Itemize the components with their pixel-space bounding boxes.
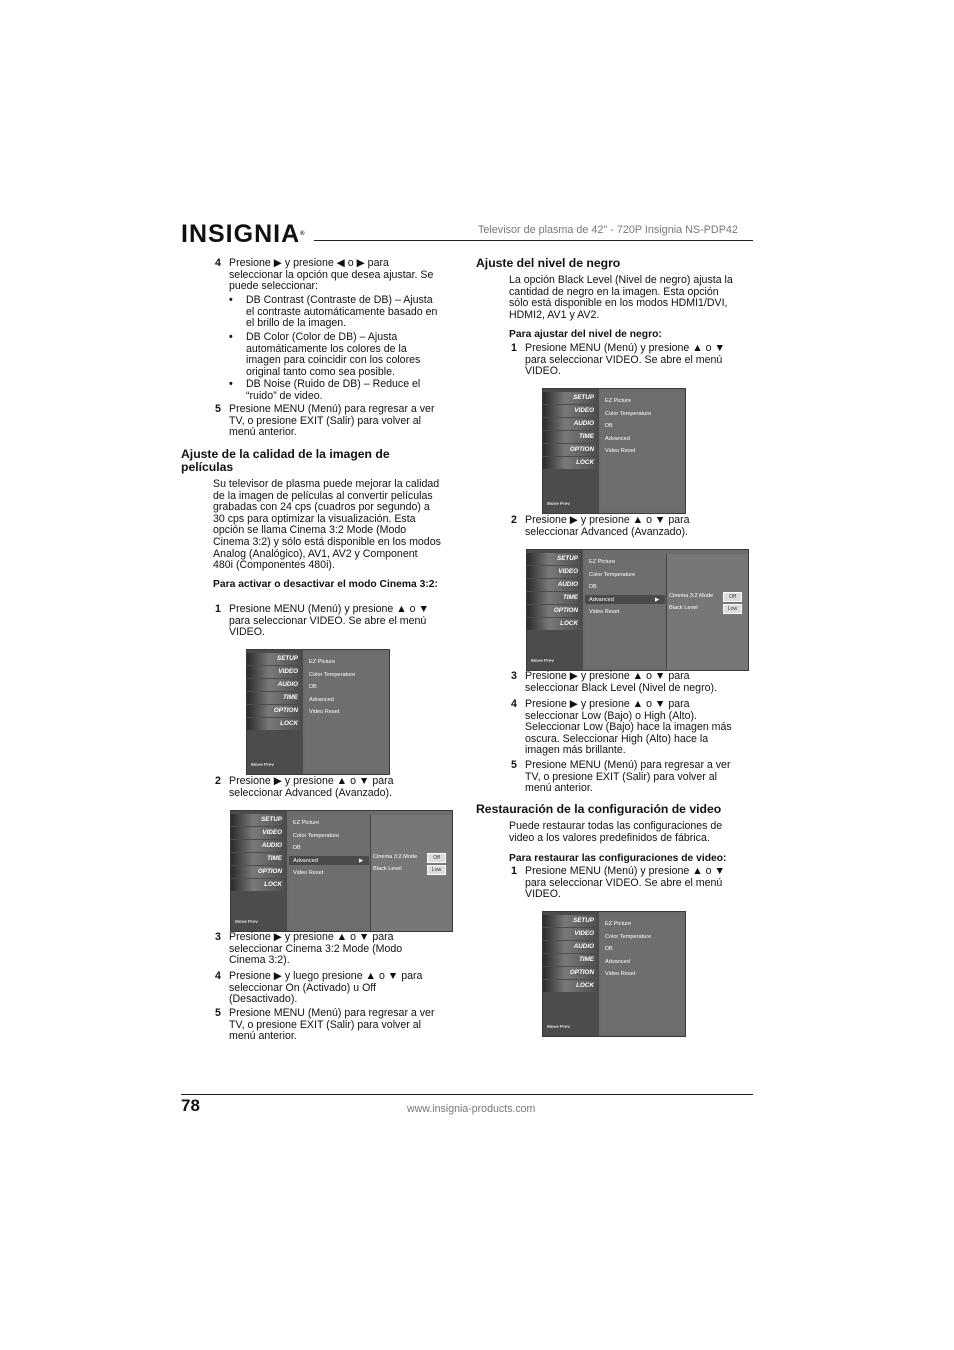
menu-footer: Move Prev — [251, 762, 274, 768]
menu-item-option: OPTION — [527, 605, 583, 617]
menu-panel — [289, 815, 369, 927]
panel-item: Video Reset — [605, 448, 636, 454]
text-line: TV, o presione EXIT (Salir) para volver al — [229, 414, 421, 427]
menu-item-video: VIDEO — [543, 928, 599, 940]
text-line: seleccionar la opción que desea ajustar. Se — [229, 268, 434, 281]
text-line: seleccionar Cinema 3:2 Mode (Modo — [229, 942, 403, 955]
sub-item: Black Level — [373, 866, 402, 872]
panel-item: Advanced — [589, 597, 614, 603]
text-line: puede seleccionar: — [229, 280, 318, 293]
step-number: 4 — [215, 970, 221, 982]
step-text — [229, 404, 434, 439]
text-line: Analog (Analógico), AV1, AV2 y Component — [213, 547, 418, 560]
step-text — [229, 604, 429, 639]
step-number: 4 — [511, 698, 517, 710]
text-line: para seleccionar VIDEO. Se abre el menú — [525, 353, 723, 366]
text-line: original tanto como sea posible. — [246, 365, 395, 378]
text-line: “ruido” de video. — [246, 389, 323, 402]
text-line: Presione MENU (Menú) y presione ▲ o ▼ — [229, 603, 429, 615]
step-text — [525, 671, 717, 694]
step-number: 1 — [215, 603, 221, 615]
menu-panel — [305, 654, 387, 770]
menu-item-audio: AUDIO — [247, 679, 303, 691]
panel-item: Color Temperature — [605, 934, 652, 940]
menu-screenshot-black-level — [526, 549, 749, 671]
text-line: La opción Black Level (Nivel de negro) ajusta la — [509, 274, 733, 286]
text-line: seleccionar Low (Bajo) o High (Alto). — [525, 709, 697, 722]
text-line: seleccionar Advanced (Avanzado). — [229, 786, 392, 799]
text-line: seleccionar On (Activado) u Off — [229, 981, 377, 994]
menu-item-audio: AUDIO — [527, 579, 583, 591]
sub-item: Cinema 3:2 Mode — [373, 854, 418, 860]
text-line: VIDEO. — [229, 626, 265, 639]
sub-item: Cinema 3:2 Mode — [669, 593, 714, 599]
text-line: Cinema 3:2). — [229, 954, 290, 967]
text-line: Puede restaurar todas las configuraciones de — [509, 820, 723, 832]
text-line: Presione MENU (Menú) para regresar a ver — [525, 759, 731, 771]
arrow-right-icon: ▶ — [655, 597, 660, 603]
text-line: Presione ▶ y presione ▲ o ▼ para — [229, 931, 394, 943]
footer-rule — [181, 1094, 753, 1095]
bullet-text — [246, 295, 437, 330]
text-line: imagen más brillante. — [525, 744, 626, 757]
text-line: DB Noise (Ruido de DB) – Reduce el — [246, 378, 421, 390]
panel-item: Video Reset — [589, 609, 620, 615]
step-number: 5 — [215, 403, 221, 415]
text-line: sólo está disponible en los modos HDMI1/DVI, — [509, 297, 728, 310]
step-text — [229, 1008, 434, 1043]
subheading-video-reset: Para restaurar las configuraciones de video: — [509, 853, 727, 864]
step-text — [525, 343, 725, 378]
footer-url[interactable]: www.insignia-products.com — [407, 1103, 536, 1115]
panel-item: Advanced — [605, 436, 630, 442]
text-line: TV, o presione EXIT (Salir) para volver al — [229, 1018, 421, 1031]
value-box: Low — [723, 604, 742, 614]
panel-item: EZ Picture — [589, 559, 616, 565]
text-line: el brillo de la imagen. — [246, 317, 347, 330]
step-number: 1 — [511, 865, 517, 877]
text-line: Presione ▶ y presione ▲ o ▼ para — [525, 698, 690, 710]
panel-item: Video Reset — [293, 870, 324, 876]
bullet-dot: • — [229, 331, 233, 343]
text-line: de la imagen de películas al convertir películas — [213, 489, 433, 502]
text-line: menú anterior. — [525, 782, 593, 795]
menu-item-time: TIME — [543, 954, 599, 966]
menu-item-audio: AUDIO — [543, 418, 599, 430]
menu-item-setup: SETUP — [231, 814, 287, 826]
text-line: para seleccionar VIDEO. Se abre el menú — [525, 876, 723, 889]
menu-item-video: VIDEO — [543, 405, 599, 417]
menu-footer: Move Prev — [547, 501, 570, 507]
menu-subpanel — [370, 815, 452, 931]
text-line: cantidad de negro en la imagen. Esta opción — [509, 285, 719, 298]
section-intro-video-reset — [509, 821, 753, 844]
menu-item-setup: SETUP — [543, 392, 599, 404]
sub-item: Black Level — [669, 605, 698, 611]
step-number: 5 — [511, 759, 517, 771]
text-line: menú anterior. — [229, 426, 297, 439]
text-line: (Desactivado). — [229, 993, 298, 1006]
step-number: 2 — [215, 775, 221, 787]
text-line: imagen para coincidir con los colores — [246, 354, 421, 367]
header-title: Televisor de plasma de 42" - 720P Insignia NS-PDP42 — [478, 224, 738, 236]
header-rule — [314, 240, 753, 241]
menu-footer: Move Prev — [531, 658, 554, 664]
step-text — [229, 776, 394, 799]
panel-item: DB — [605, 423, 613, 429]
panel-item: Video Reset — [605, 971, 636, 977]
menu-screenshot-video — [246, 649, 390, 775]
text-line: para seleccionar VIDEO. Se abre el menú — [229, 614, 427, 627]
text-line: TV, o presione EXIT (Salir) para volver al — [525, 770, 717, 783]
value-box: Off — [723, 592, 742, 602]
panel-item: Color Temperature — [293, 833, 340, 839]
text-line: grabadas con 24 cps (cuadros por segundo) a — [213, 501, 430, 514]
menu-item-option: OPTION — [231, 866, 287, 878]
section-intro-cinema — [213, 479, 455, 572]
panel-item: Color Temperature — [605, 411, 652, 417]
text-line: 30 cps para optimizar la visualización. Esta — [213, 512, 416, 525]
text-line: Su televisor de plasma puede mejorar la calidad — [213, 478, 440, 490]
menu-item-time: TIME — [231, 853, 287, 865]
menu-item-lock: LOCK — [231, 879, 287, 891]
page-number: 78 — [181, 1096, 200, 1115]
text-line: video a los valores predefinidos de fábrica. — [509, 831, 710, 844]
value-box: Low — [427, 865, 446, 875]
step-text — [229, 932, 402, 967]
text-line: VIDEO. — [525, 365, 561, 378]
text-line: Presione MENU (Menú) y presione ▲ o ▼ — [525, 342, 725, 354]
section-heading-video-reset: Restauración de la configuración de video — [476, 802, 722, 816]
step-text — [525, 515, 690, 538]
step-text — [525, 866, 725, 901]
arrow-right-icon: ▶ — [359, 858, 364, 864]
step-text — [229, 971, 422, 1006]
menu-item-time: TIME — [247, 692, 303, 704]
menu-panel — [585, 554, 665, 666]
menu-item-option: OPTION — [247, 705, 303, 717]
panel-item: DB — [605, 946, 613, 952]
subheading-cinema: Para activar o desactivar el modo Cinema 3:2: — [213, 579, 438, 590]
panel-item: Advanced — [293, 858, 318, 864]
menu-item-time: TIME — [543, 431, 599, 443]
step-number: 2 — [511, 514, 517, 526]
step-number: 5 — [215, 1007, 221, 1019]
menu-panel — [601, 393, 683, 509]
menu-item-option: OPTION — [543, 967, 599, 979]
text-line: Seleccionar Low (Bajo) hace la imagen más — [525, 721, 732, 734]
panel-item: EZ Picture — [605, 921, 632, 927]
bullet-text — [246, 332, 420, 378]
step-number: 4 — [215, 257, 221, 269]
text-line: seleccionar Advanced (Avanzado). — [525, 525, 688, 538]
panel-item: Advanced — [605, 959, 630, 965]
panel-item: EZ Picture — [605, 398, 632, 404]
menu-item-setup: SETUP — [527, 553, 583, 565]
bullet-text — [246, 379, 420, 402]
text-line: Presione MENU (Menú) para regresar a ver — [229, 1007, 435, 1019]
menu-screenshot-video — [542, 911, 686, 1037]
text-line: Presione ▶ y presione ◀ o ▶ para — [229, 257, 389, 269]
panel-item: DB — [309, 684, 317, 690]
text-line: Presione MENU (Menú) y presione ▲ o ▼ — [525, 865, 725, 877]
menu-panel — [601, 916, 683, 1032]
menu-item-lock: LOCK — [247, 718, 303, 730]
menu-item-setup: SETUP — [543, 915, 599, 927]
menu-footer: Move Prev — [547, 1024, 570, 1030]
step-text — [525, 699, 732, 757]
menu-item-time: TIME — [527, 592, 583, 604]
menu-screenshot-advanced — [230, 810, 453, 932]
subheading-black-level: Para ajustar del nivel de negro: — [509, 329, 662, 340]
panel-item: DB — [589, 584, 597, 590]
insignia-logo: INSIGNIA® — [181, 220, 306, 248]
text-line: menú anterior. — [229, 1030, 297, 1043]
panel-item: Color Temperature — [589, 572, 636, 578]
menu-item-audio: AUDIO — [231, 840, 287, 852]
step-text — [525, 760, 730, 795]
panel-item: Color Temperature — [309, 672, 356, 678]
text-line: Presione ▶ y presione ▲ o ▼ para — [525, 514, 690, 526]
panel-item: EZ Picture — [293, 820, 320, 826]
menu-item-video: VIDEO — [231, 827, 287, 839]
step-text — [229, 258, 433, 293]
menu-item-setup: SETUP — [247, 653, 303, 665]
text-line: Presione ▶ y presione ▲ o ▼ para — [229, 775, 394, 787]
bullet-dot: • — [229, 378, 233, 390]
panel-item: Video Reset — [309, 709, 340, 715]
text-line: DB Color (Color de DB) – Ajusta — [246, 331, 398, 343]
menu-screenshot-video — [542, 388, 686, 514]
text-line: DB Contrast (Contraste de DB) – Ajusta — [246, 294, 433, 306]
text-line: el contraste automáticamente basado en — [246, 305, 438, 318]
menu-item-lock: LOCK — [527, 618, 583, 630]
text-line: Cinema 3:2) y sólo está disponible en los modos — [213, 535, 441, 548]
menu-item-video: VIDEO — [247, 666, 303, 678]
step-number: 3 — [215, 931, 221, 943]
menu-item-video: VIDEO — [527, 566, 583, 578]
text-line: automáticamente los colores de la — [246, 342, 407, 355]
section-heading-cinema: Ajuste de la calidad de la imagen de películas — [181, 447, 390, 474]
menu-item-audio: AUDIO — [543, 941, 599, 953]
menu-footer: Move Prev — [235, 919, 258, 925]
section-heading-black-level: Ajuste del nivel de negro — [476, 256, 621, 270]
value-box: Off — [427, 853, 446, 863]
text-line: oscura. Seleccionar High (Alto) hace la — [525, 732, 709, 745]
text-line: opción se llama Cinema 3:2 Mode (Modo — [213, 524, 407, 537]
menu-item-lock: LOCK — [543, 980, 599, 992]
section-intro-black-level — [509, 275, 753, 321]
panel-item: EZ Picture — [309, 659, 336, 665]
menu-item-lock: LOCK — [543, 457, 599, 469]
text-line: VIDEO. — [525, 888, 561, 901]
step-number: 3 — [511, 670, 517, 682]
step-number: 1 — [511, 342, 517, 354]
text-line: seleccionar Black Level (Nivel de negro). — [525, 681, 717, 694]
panel-item: Advanced — [309, 697, 334, 703]
menu-item-option: OPTION — [543, 444, 599, 456]
text-line: Presione MENU (Menú) para regresar a ver — [229, 403, 435, 415]
bullet-dot: • — [229, 294, 233, 306]
text-line: HDMI2, AV1 y AV2. — [509, 308, 600, 321]
text-line: Presione ▶ y presione ▲ o ▼ para — [525, 670, 690, 682]
menu-subpanel — [666, 554, 748, 670]
text-line: Presione ▶ y luego presione ▲ o ▼ para — [229, 970, 423, 982]
text-line: 480i (Componentes 480i). — [213, 559, 335, 572]
panel-item: DB — [293, 845, 301, 851]
